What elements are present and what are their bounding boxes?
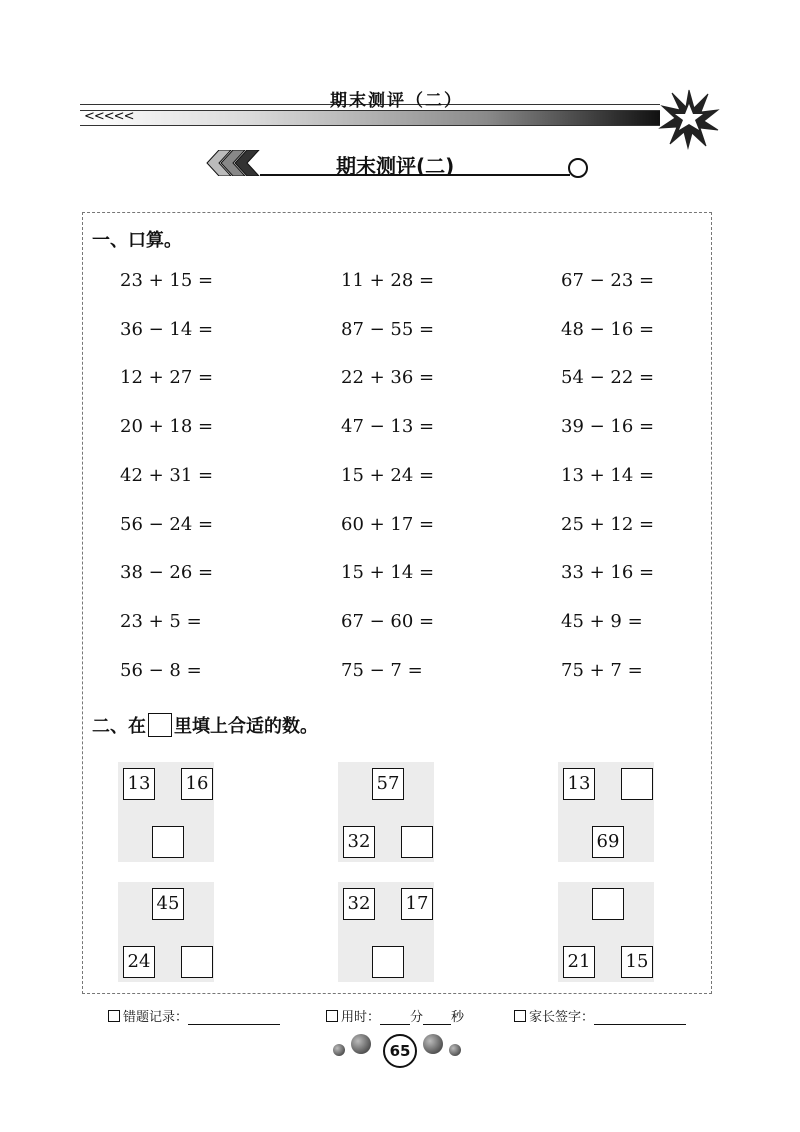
page-number: 65 xyxy=(383,1034,417,1068)
calc-expression: 36 − 14 = xyxy=(120,319,214,340)
header-title: 期末测评（二） xyxy=(330,91,463,111)
number-box: 32 xyxy=(343,888,375,920)
calc-expression: 54 − 22 = xyxy=(561,367,655,388)
calc-expression: 75 + 7 = xyxy=(561,660,643,681)
calc-expression: 11 + 28 = xyxy=(341,270,435,291)
answer-box[interactable] xyxy=(592,888,624,920)
time-label: 用时： xyxy=(341,1010,381,1025)
parent-label: 家长签字： xyxy=(529,1010,595,1025)
number-box: 57 xyxy=(372,768,404,800)
calc-expression: 45 + 9 = xyxy=(561,611,643,632)
errors-record xyxy=(108,1006,280,1025)
parent-signature xyxy=(514,1006,686,1025)
section1-heading: 一、口算。 xyxy=(92,230,182,251)
signature-blank[interactable] xyxy=(594,1024,686,1025)
calc-expression: 67 − 60 = xyxy=(341,611,435,632)
calc-expression: 22 + 36 = xyxy=(341,367,435,388)
decor-dot-icon xyxy=(333,1044,345,1056)
answer-box[interactable] xyxy=(621,768,653,800)
calc-expression: 12 + 27 = xyxy=(120,367,214,388)
calc-expression: 20 + 18 = xyxy=(120,416,214,437)
minutes-blank[interactable] xyxy=(380,1024,410,1025)
calc-expression: 60 + 17 = xyxy=(341,514,435,535)
seconds-blank[interactable] xyxy=(423,1024,451,1025)
number-box: 15 xyxy=(621,946,653,978)
calc-expression: 23 + 5 = xyxy=(120,611,202,632)
decor-dot-icon xyxy=(423,1034,443,1054)
checkbox-icon xyxy=(326,1010,338,1022)
calc-expression: 87 − 55 = xyxy=(341,319,435,340)
number-box: 13 xyxy=(123,768,155,800)
number-box: 45 xyxy=(152,888,184,920)
calc-expression: 13 + 14 = xyxy=(561,465,655,486)
section2-heading-post: 里填上合适的数。 xyxy=(174,716,318,737)
chevrons-icon: <<<<< xyxy=(84,109,134,124)
number-box: 17 xyxy=(401,888,433,920)
answer-box[interactable] xyxy=(401,826,433,858)
minutes-label: 分 xyxy=(410,1010,424,1025)
checkbox-icon xyxy=(108,1010,120,1022)
time-record xyxy=(326,1006,464,1025)
number-box: 13 xyxy=(563,768,595,800)
calc-expression: 42 + 31 = xyxy=(120,465,214,486)
calc-expression: 38 − 26 = xyxy=(120,562,214,583)
number-box: 24 xyxy=(123,946,155,978)
number-box: 32 xyxy=(343,826,375,858)
calc-expression: 56 − 8 = xyxy=(120,660,202,681)
calc-expression: 47 − 13 = xyxy=(341,416,435,437)
calc-expression: 67 − 23 = xyxy=(561,270,655,291)
calc-expression: 56 − 24 = xyxy=(120,514,214,535)
section2-heading-pre: 二、在 xyxy=(92,716,146,737)
errors-label: 错题记录： xyxy=(123,1010,189,1025)
circle-icon xyxy=(568,158,588,178)
calc-expression: 33 + 16 = xyxy=(561,562,655,583)
calc-expression: 15 + 24 = xyxy=(341,465,435,486)
errors-blank[interactable] xyxy=(188,1024,280,1025)
section2-heading xyxy=(92,712,318,739)
header-gradient-bar xyxy=(80,110,660,126)
calc-expression: 15 + 14 = xyxy=(341,562,435,583)
calc-expression: 25 + 12 = xyxy=(561,514,655,535)
checkbox-icon xyxy=(514,1010,526,1022)
answer-box[interactable] xyxy=(152,826,184,858)
number-box: 21 xyxy=(563,946,595,978)
answer-box[interactable] xyxy=(372,946,404,978)
calc-expression: 23 + 15 = xyxy=(120,270,214,291)
decor-dot-icon xyxy=(351,1034,371,1054)
star-burst-icon xyxy=(658,88,720,150)
decor-dot-icon xyxy=(449,1044,461,1056)
page-title: 期末测评(二) xyxy=(336,154,455,178)
calc-expression: 48 − 16 = xyxy=(561,319,655,340)
seconds-label: 秒 xyxy=(451,1010,465,1025)
answer-box[interactable] xyxy=(181,946,213,978)
calc-expression: 75 − 7 = xyxy=(341,660,423,681)
blank-box-icon xyxy=(148,713,172,737)
title-chevrons-icon xyxy=(205,150,265,176)
number-box: 69 xyxy=(592,826,624,858)
calc-expression: 39 − 16 = xyxy=(561,416,655,437)
number-box: 16 xyxy=(181,768,213,800)
